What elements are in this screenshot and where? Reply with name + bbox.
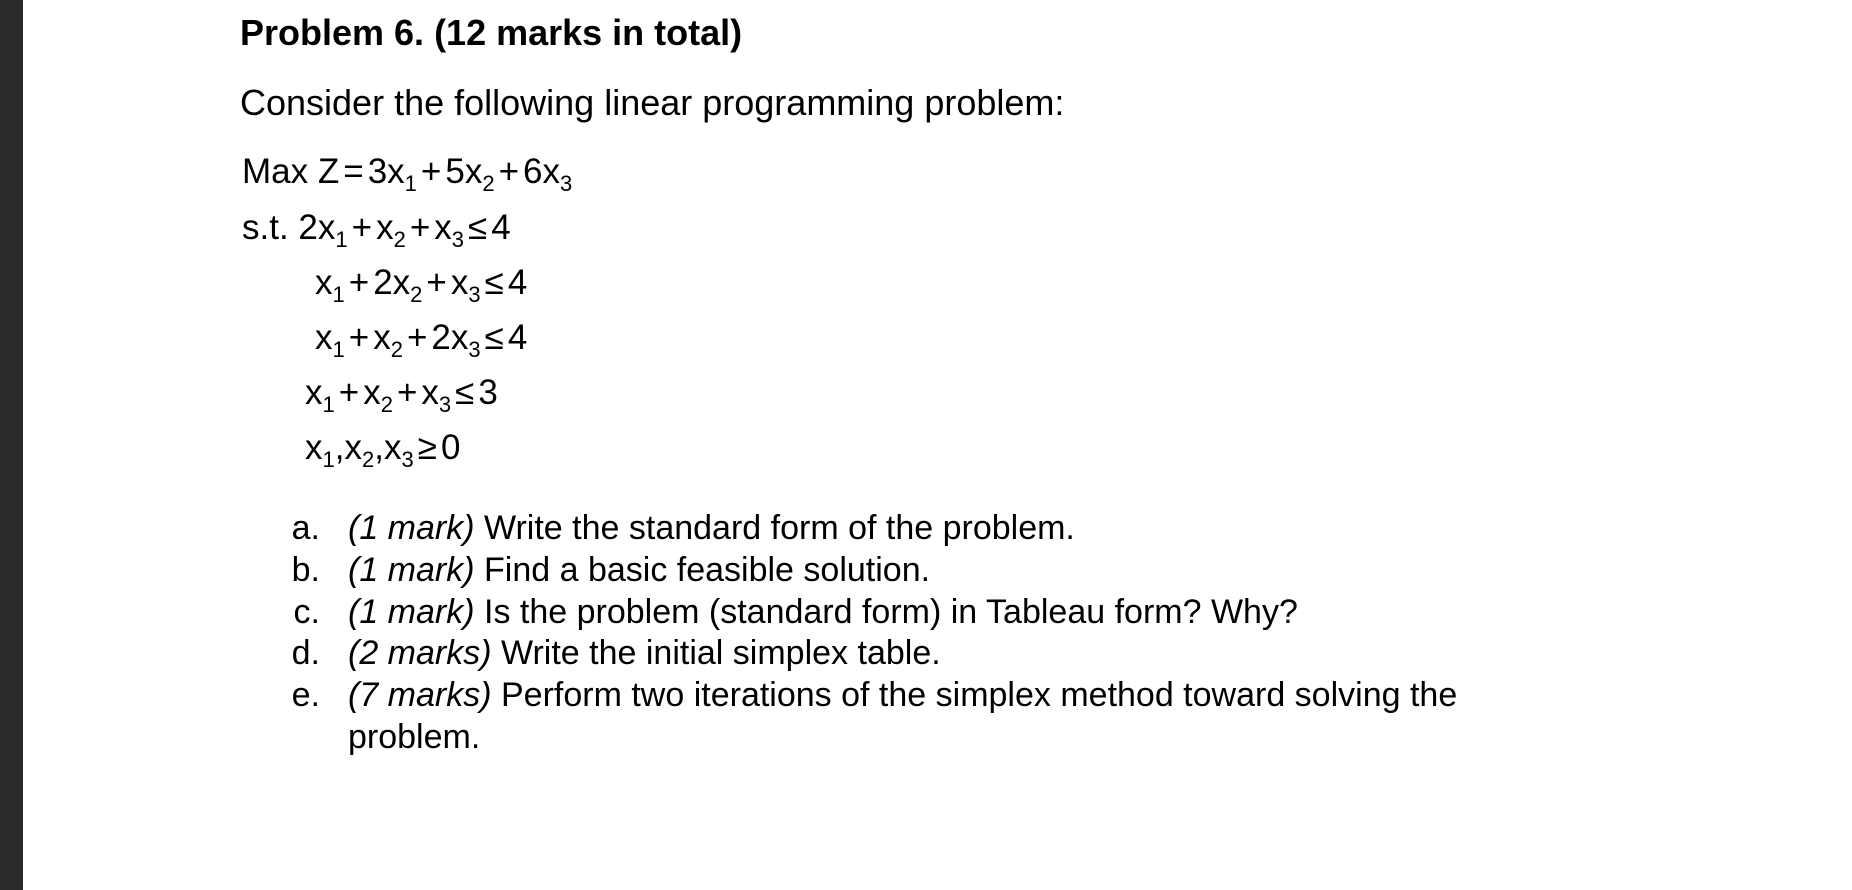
question-letter: d.	[291, 634, 320, 672]
constraint-1: s.t. $2x_1 + x_2 + x_3 \le 4$	[242, 208, 511, 252]
question-body: Find a basic feasible solution.	[474, 551, 931, 589]
question-continuation: problem.	[348, 718, 481, 756]
question-text	[348, 634, 941, 673]
question-text	[348, 509, 1075, 548]
st-label: s.t.	[242, 208, 289, 247]
problem-title: Problem 6. (12 marks in total)	[240, 12, 743, 53]
question-letter: e.	[291, 676, 320, 714]
question-marks: (1 mark)	[348, 593, 475, 631]
question-text	[348, 551, 930, 590]
question-body: Write the standard form of the problem.	[474, 509, 1075, 547]
question-letter: a.	[291, 509, 320, 547]
question-marks: (2 marks)	[348, 634, 492, 672]
question-text	[348, 593, 1298, 632]
question-text	[348, 676, 1457, 715]
objective-label: Max Z	[242, 152, 340, 191]
question-marks: (1 mark)	[348, 509, 475, 547]
question-letter: b.	[291, 551, 320, 589]
problem-intro: Consider the following linear programming problem:	[240, 82, 1065, 123]
constraint-3: $x_1 + x_2 + 2x_3 \le 4$	[315, 318, 528, 362]
non-negativity-constraint: $x_1,x_2,x_3 \ge 0$	[305, 428, 461, 472]
objective-function: Max $Z = 3x_1 + 5x_2 + 6x_3$	[242, 152, 573, 196]
constraint-4: $x_1 + x_2 + x_3 \le 3$	[305, 373, 498, 417]
constraint-2: $x_1 + 2x_2 + x_3 \le 4$	[315, 263, 528, 307]
question-body: Is the problem (standard form) in Tableau form? Why?	[474, 593, 1298, 631]
question-body: Write the initial simplex table.	[491, 634, 941, 672]
question-letter: c.	[293, 593, 320, 631]
question-body: Perform two iterations of the simplex method toward solving the	[491, 676, 1458, 714]
question-marks: (1 mark)	[348, 551, 475, 589]
question-marks: (7 marks)	[348, 676, 492, 714]
